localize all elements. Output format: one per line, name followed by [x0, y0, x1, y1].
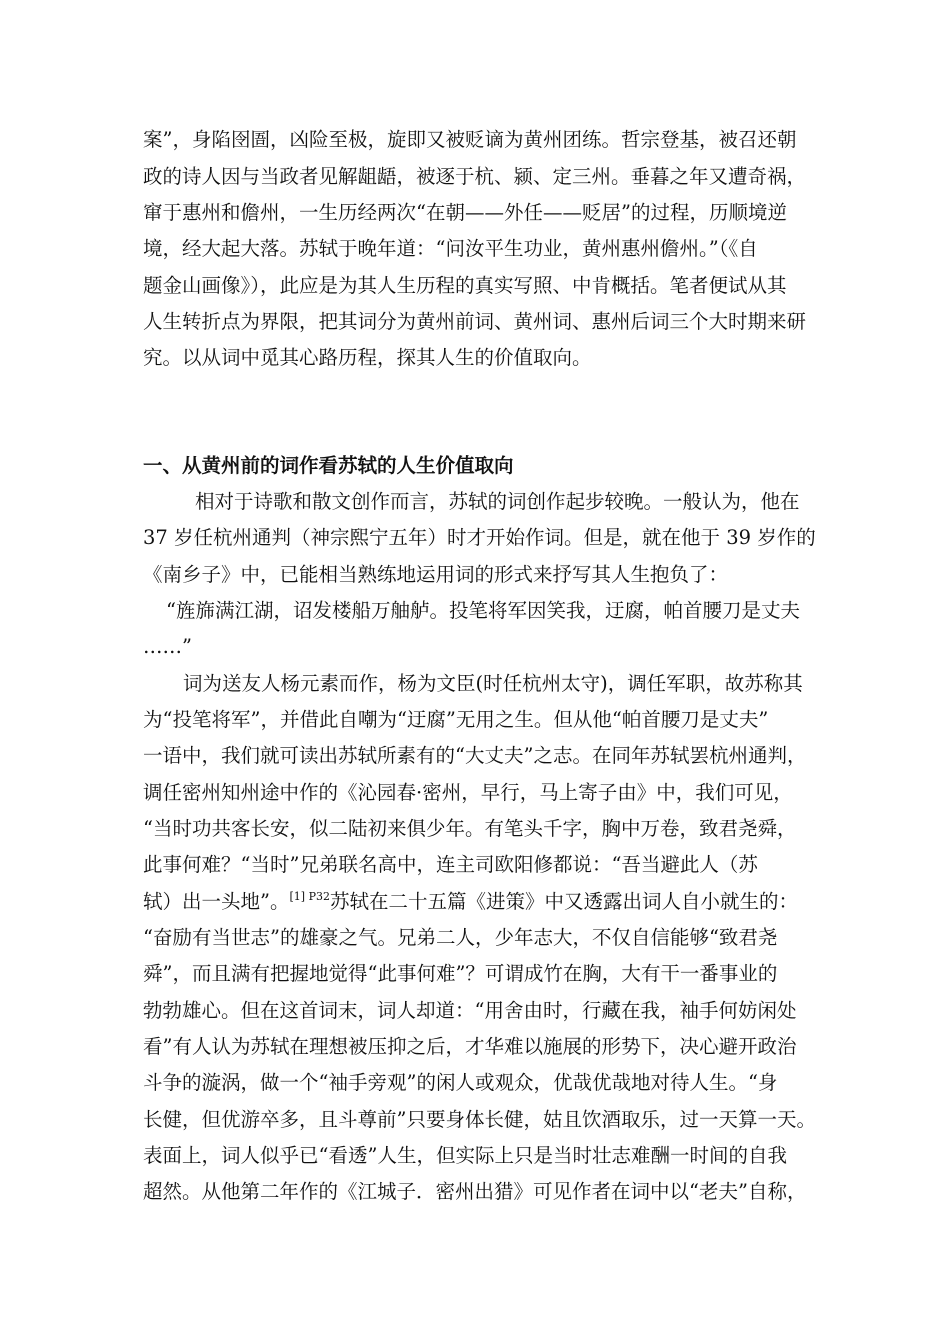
- body-line-15: 勃勃雄心。但在这首词末，词人却道：“用舍由时，行藏在我，袖手何妨闲处: [143, 999, 797, 1022]
- body-line-18: 长健，但优游卒多，且斗尊前”只要身体长健，姑且饮酒取乐，过一天算一天。: [143, 1108, 816, 1131]
- intro-line-6: 人生转折点为界限，把其词分为黄州前词、黄州词、惠州后词三个大时期来研: [143, 310, 807, 333]
- body-line-20: 超然。从他第二年作的《江城子．密州出猎》可见作者在词中以“老夫”自称，: [143, 1180, 807, 1203]
- body-line-1: 相对于诗歌和散文创作而言，苏轼的词创作起步较晚。一般认为，他在: [195, 490, 800, 513]
- body-line-3: 《南乡子》中，已能相当熟练地运用词的形式来抒写其人生抱负了：: [143, 563, 729, 586]
- body-line-12: [143, 890, 798, 914]
- intro-line-4: 境，经大起大落。苏轼于晚年道：“问汝平生功业，黄州惠州儋州。”（《自: [143, 237, 758, 260]
- body-line-17: 斗争的漩涡，做一个“袖手旁观”的闲人或观众，优哉优哉地对待人生。“身: [143, 1071, 778, 1094]
- body-line-11: 此事何难？“当时”兄弟联名高中，连主司欧阳修都说：“吾当避此人（苏: [143, 853, 758, 876]
- body-line-14: 舜”，而且满有把握地觉得“此事何难”？可谓成竹在胸，大有干一番事业的: [143, 962, 778, 985]
- body-line-8: 一语中，我们就可读出苏轼所素有的“大丈夫”之志。在同年苏轼罢杭州通判，: [143, 744, 807, 767]
- citation-ref: [1] P32: [289, 890, 330, 903]
- intro-line-2: 政的诗人因与当政者见解龃龉，被逐于杭、颍、定三州。垂暮之年又遭奇祸，: [143, 165, 807, 188]
- quote-line-1: “旌旆满江湖，诏发楼船万舳舻。投笔将军因笑我，迂腐，帕首腰刀是丈夫: [166, 599, 800, 622]
- body-line-9: 调任密州知州途中作的《沁园春·密州，早行，马上寄子由》中，我们可见，: [143, 781, 793, 804]
- body-line-12-text: 轼）出一头地”。: [143, 890, 290, 913]
- intro-line-7: 究。以从词中觅其心路历程，探其人生的价值取向。: [143, 346, 592, 369]
- body-line-10: “当时功共客长安，似二陆初来俱少年。有笔头千字，胸中万卷，致君尧舜，: [143, 817, 797, 840]
- body-line-2: 37 岁任杭州通判（神宗熙宁五年）时才开始作词。但是，就在他于 39 岁作的: [143, 526, 816, 549]
- intro-line-1: 案”，身陷囹圄，凶险至极，旋即又被贬谪为黄州团练。哲宗登基，被召还朝: [143, 128, 797, 151]
- intro-line-3: 窜于惠州和儋州，一生历经两次“在朝——外任——贬居”的过程，历顺境逆: [143, 201, 787, 224]
- section-heading: 一、从黄州前的词作看苏轼的人生价值取向: [143, 454, 514, 477]
- body-line-19: 表面上，词人似乎已“看透”人生，但实际上只是当时壮志难酬一时间的自我: [143, 1144, 787, 1167]
- body-line-6: 词为送友人杨元素而作，杨为文臣(时任杭州太守)，调任军职，故苏称其: [183, 672, 803, 695]
- body-line-12-cont: 苏轼在二十五篇《进策》中又透露出词人自小就生的：: [329, 890, 798, 913]
- body-line-13: “奋励有当世志”的雄豪之气。兄弟二人，少年志大，不仅自信能够“致君尧: [143, 926, 778, 949]
- quote-line-2: ……”: [143, 635, 192, 658]
- body-line-16: 看”有人认为苏轼在理想被压抑之后，才华难以施展的形势下，决心避开政治: [143, 1035, 797, 1058]
- intro-line-5: 题金山画像》），此应是为其人生历程的真实写照、中肯概括。笔者便试从其: [143, 274, 787, 297]
- body-line-7: 为“投笔将军”，并借此自嘲为“迂腐”无用之生。但从他“帕首腰刀是丈夫”: [143, 708, 769, 731]
